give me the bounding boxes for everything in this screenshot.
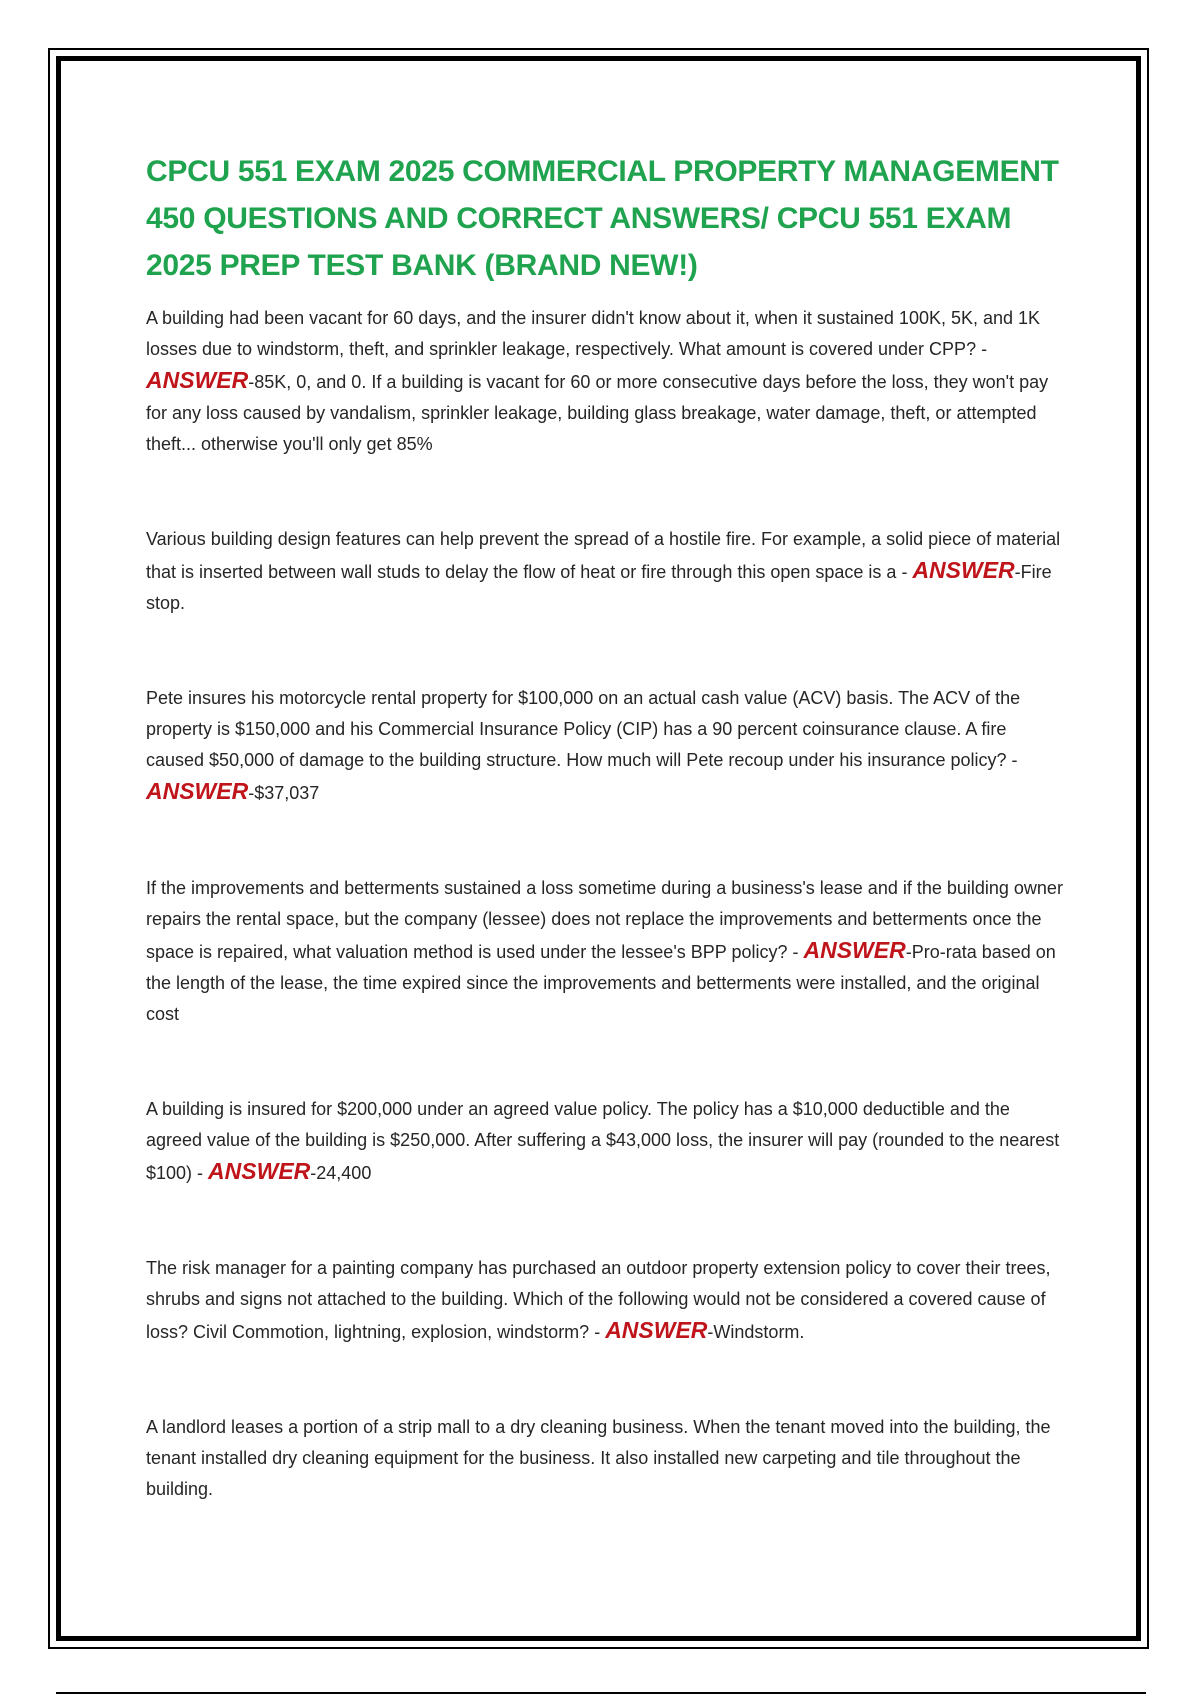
question-text: If the improvements and betterments sustained a loss sometime during a business's lease and if the building owner repairs the rental space, but the company (lessee) does not replace the improvements and betterments once the space is repaired, what valuation method is used under the lessee's BPP policy? - [146, 878, 1063, 962]
qa-item-3 [146, 683, 1066, 809]
answer-text: -24,400 [310, 1163, 372, 1183]
question-text: Various building design features can help prevent the spread of a hostile fire. For example, a solid piece of material that is inserted between wall studs to delay the flow of heat or fire through this open space is a - [146, 529, 1061, 582]
answer-label: ANSWER [605, 1317, 708, 1343]
question-text: A landlord leases a portion of a strip mall to a dry cleaning business. When the tenant moved into the building, the tenant installed dry cleaning equipment for the business. It also installed new carpeting and tile throughout the building. [146, 1417, 1051, 1499]
answer-label: ANSWER [146, 367, 249, 393]
document-title: CPCU 551 EXAM 2025 COMMERCIAL PROPERTY MANAGEMENT 450 QUESTIONS AND CORRECT ANSWERS/ CPCU 551 EXAM 2025 PREP TEST BANK (BRAND NEW!) [146, 155, 1059, 282]
qa-item-6 [146, 1253, 1066, 1348]
answer-label: ANSWER [803, 937, 906, 963]
document-body [146, 148, 1066, 1569]
question-text: The risk manager for a painting company has purchased an outdoor property extension policy to cover their trees, shrubs and signs not attached to the building. Which of the following would not be considered a covered cause of loss? Civil Commotion, lightning, explosion, windstorm? - [146, 1258, 1051, 1342]
question-text: Pete insures his motorcycle rental property for $100,000 on an actual cash value (ACV) basis. The ACV of the property is $150,000 and his Commercial Insurance Policy (CIP) has a 90 percent coinsurance clause. A fire caused $50,000 of damage to the building structure. How much will Pete recoup under his insurance policy? - [146, 688, 1021, 770]
page-divider [56, 1692, 1146, 1694]
answer-text: -$37,037 [248, 783, 320, 803]
answer-label: ANSWER [912, 557, 1015, 583]
question-text: A building had been vacant for 60 days, and the insurer didn't know about it, when it sustained 100K, 5K, and 1K losses due to windstorm, theft, and sprinkler leakage, respectively. What amount is covered under CPP? - [146, 308, 1041, 359]
qa-item-4 [146, 873, 1066, 1030]
answer-label: ANSWER [208, 1158, 311, 1184]
answer-text: -Windstorm. [707, 1322, 805, 1342]
qa-item-1 [146, 303, 1066, 460]
qa-item-2 [146, 524, 1066, 619]
answer-text: -Fire stop. [146, 562, 1052, 613]
answer-text: -85K, 0, and 0. If a building is vacant for 60 or more consecutive days before the loss, they won't pay for any loss caused by vandalism, sprinkler leakage, building glass breakage, water damage, theft, or attempted theft... otherwise you'll only get 85% [146, 372, 1049, 454]
qa-item-7 [146, 1412, 1066, 1505]
answer-label: ANSWER [146, 778, 249, 804]
question-text: A building is insured for $200,000 under an agreed value policy. The policy has a $10,000 deductible and the agreed value of the building is $250,000. After suffering a $43,000 loss, the insurer will pay (rounded to the nearest $100) - [146, 1099, 1060, 1183]
answer-text: -Pro-rata based on the length of the lease, the time expired since the improvements and betterments were installed, and the original cost [146, 942, 1056, 1024]
qa-item-5 [146, 1094, 1066, 1189]
